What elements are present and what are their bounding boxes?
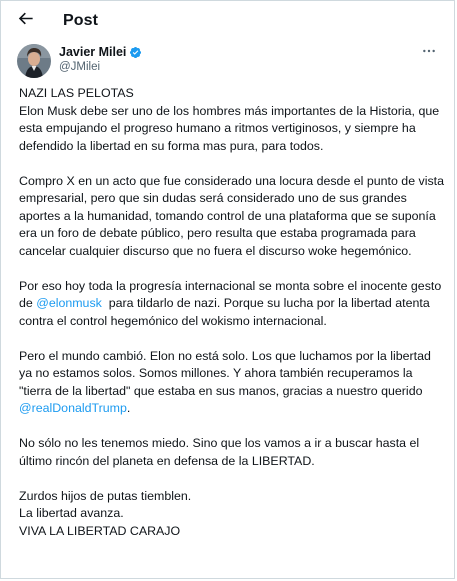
more-options-button[interactable]	[418, 45, 440, 61]
paragraph-3	[19, 278, 446, 331]
closing-line-3: VIVA LA LIBERTAD CARAJO	[19, 523, 181, 538]
more-horizontal-icon	[421, 43, 437, 64]
author-row	[1, 41, 454, 84]
name-line	[59, 45, 142, 59]
paragraph-1-text: Elon Musk debe ser uno de los hombres más importantes de la Historia, que esta empujando el progreso humano a ritmos vertiginosos, y siempre ha defendido la libertad en su forma mas pura, para todos.	[19, 103, 440, 153]
top-bar	[1, 1, 454, 41]
page-title: Post	[63, 12, 99, 29]
closing-paragraph	[19, 488, 446, 541]
paragraph-4-before: Pero el mundo cambió. Elon no está solo. Los que luchamos por la libertad ya no estamos solos. Somos millones. Y ahora también recuperamos la "tierra de la libertad" que estaba en sus manos, gracias a nuestro querido	[19, 348, 431, 398]
mention-realdonaldtrump[interactable]: @realDonaldTrump	[19, 401, 127, 415]
closing-line-2: La libertad avanza.	[19, 506, 124, 520]
display-name[interactable]: Javier Milei	[59, 45, 127, 59]
paragraph-4-after: .	[126, 401, 131, 415]
paragraph-5: No sólo no les tenemos miedo. Sino que los vamos a ir a buscar hasta el último rincón del planeta en defensa de la LIBERTAD.	[19, 436, 420, 468]
avatar[interactable]	[17, 44, 51, 78]
arrow-left-icon	[16, 9, 35, 33]
paragraph-3-before: Por eso hoy toda la progresía internacional se monta sobre el inocente gesto de	[19, 278, 442, 310]
verified-badge-icon	[129, 46, 142, 59]
paragraph-2: Compro X en un acto que fue considerado una locura desde el punto de vista empresarial, pero que sin dudas será considerado uno de sus grandes aportes a la humanidad, tomando control de una plataforma que se suponía era un foro de debate público, pero resulta que estaba programada para cancelar cualquier discurso que no fuera el discurso woke hegemónico.	[19, 173, 445, 258]
author-info	[59, 44, 142, 73]
back-button[interactable]	[9, 5, 41, 37]
post-text	[19, 85, 446, 558]
author-handle[interactable]: @JMilei	[59, 61, 101, 73]
paragraph-4	[19, 348, 446, 418]
paragraph-3-after: para tildarlo de nazi. Porque su lucha por la libertad atenta contra el control hegemónico del wokismo internacional.	[19, 296, 434, 328]
mention-elonmusk[interactable]: @elonmusk	[36, 296, 102, 310]
post-title-line: NAZI LAS PELOTAS	[19, 86, 134, 100]
paragraph-1	[19, 85, 446, 155]
closing-line-1: Zurdos hijos de putas tiemblen.	[19, 488, 192, 503]
